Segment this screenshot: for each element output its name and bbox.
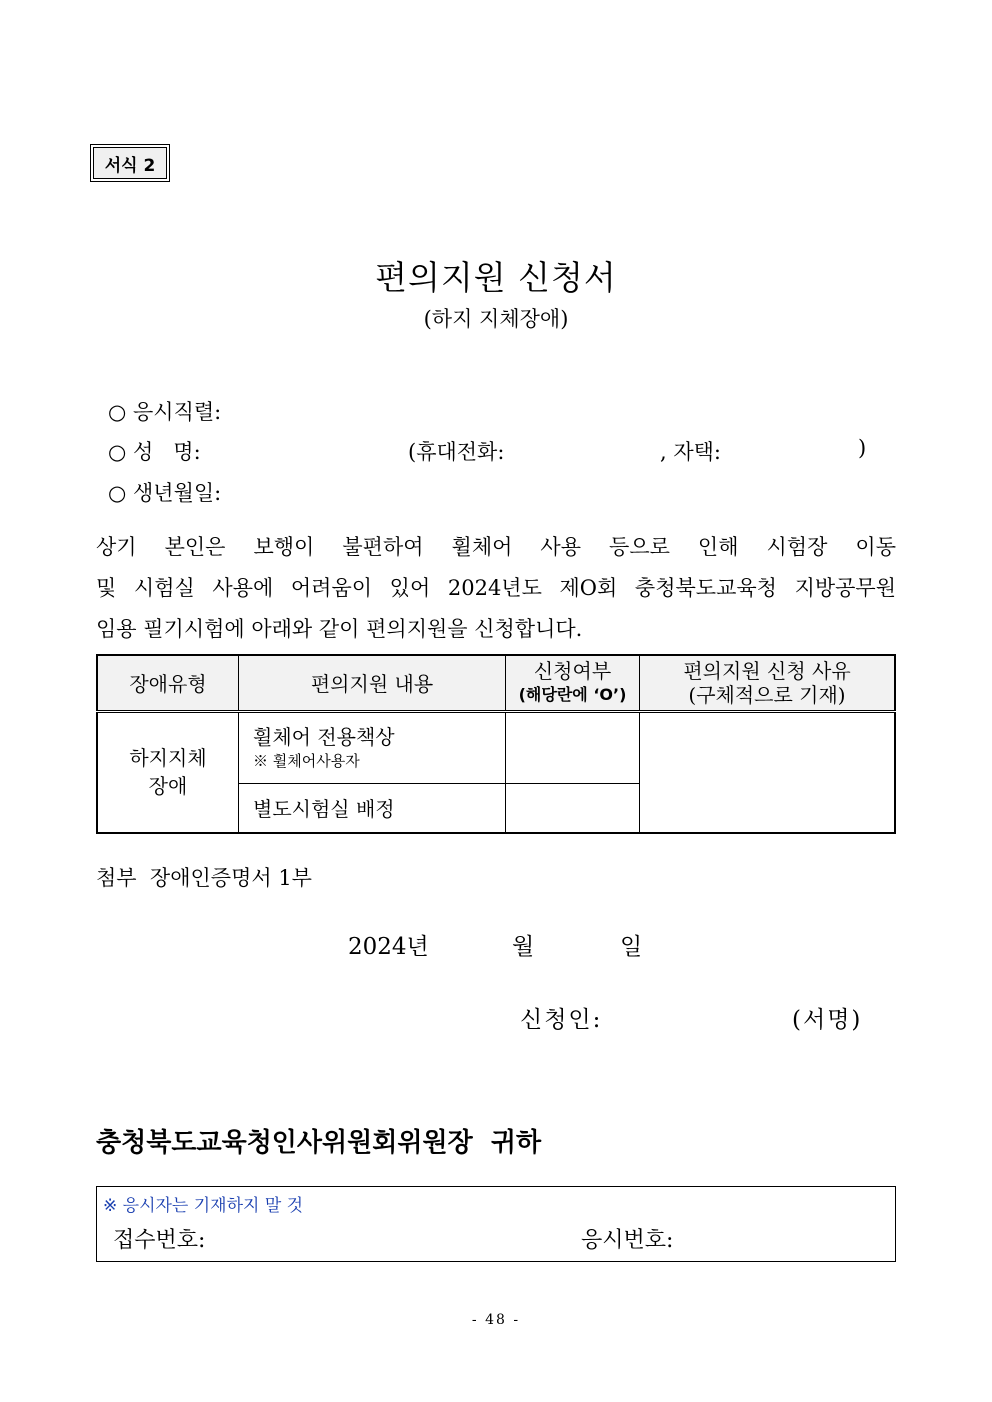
receipt-number-label: 접수번호: xyxy=(113,1228,206,1253)
body-paragraph-line-3: 임용 필기시험에 아래와 같이 편의지원을 신청합니다. xyxy=(96,617,583,641)
document-title: 편의지원 신청서 xyxy=(375,258,617,297)
exam-number-label: 응시번호: xyxy=(581,1228,674,1253)
header-apply xyxy=(506,655,640,711)
applicant-signature: (서명) xyxy=(792,1007,863,1033)
field-home-phone: , 자택: xyxy=(660,440,721,464)
page-number: - 48 - xyxy=(471,1312,521,1328)
field-exam-position: ○ 응시직렬: xyxy=(108,400,222,424)
field-close-paren: ) xyxy=(858,436,867,460)
header-reason-line2: (구체적으로 기재) xyxy=(688,682,846,707)
cell-request-reason[interactable] xyxy=(640,711,896,833)
disability-line2: 장애 xyxy=(148,774,188,799)
cell-disability-type xyxy=(97,711,239,833)
date-year: 2024년 xyxy=(348,934,429,960)
date-month: 월 xyxy=(512,934,535,960)
table-header-row xyxy=(97,655,895,711)
body-paragraph-line-1: 상기 본인은 보행이 불편하여 휠체어 사용 등으로 인해 시험장 이동 xyxy=(96,535,896,559)
header-support-content: 편의지원 내용 xyxy=(239,655,506,711)
cell-support-wheelchair-desk xyxy=(239,711,506,783)
header-apply-line2: (해당란에 ‘O’) xyxy=(518,684,627,704)
cell-apply-separate-room[interactable] xyxy=(506,783,640,833)
cell-support-separate-room: 별도시험실 배정 xyxy=(239,783,506,833)
office-use-note: ※ 응시자는 기재하지 말 것 xyxy=(103,1196,304,1216)
support-request-table xyxy=(96,654,896,834)
attachment-note: 첨부 장애인증명서 1부 xyxy=(96,866,312,890)
form-number-tag: 서식 2 xyxy=(93,147,167,179)
support-item-label: 휠체어 전용책상 xyxy=(253,725,395,749)
field-mobile-phone: (휴대전화: xyxy=(408,440,505,464)
disability-line1: 하지지체 xyxy=(129,746,207,771)
body-paragraph-line-2: 및 시험실 사용에 어려움이 있어 2024년도 제O회 충청북도교육청 지방공무원 xyxy=(96,576,896,600)
document-subtitle: (하지 지체장애) xyxy=(423,307,569,331)
office-use-box xyxy=(96,1186,896,1262)
addressee: 충청북도교육청인사위원회위원장 귀하 xyxy=(96,1128,542,1158)
field-birthdate: ○ 생년월일: xyxy=(108,481,222,505)
support-item-note: ※ 휠체어사용자 xyxy=(253,752,360,770)
header-apply-line1: 신청여부 xyxy=(533,658,612,683)
applicant-label: 신청인: xyxy=(520,1007,603,1033)
date-day: 일 xyxy=(620,934,643,960)
header-reason xyxy=(640,655,896,711)
table-row xyxy=(97,711,895,783)
header-disability-type: 장애유형 xyxy=(97,655,239,711)
cell-apply-wheelchair-desk[interactable] xyxy=(506,711,640,783)
header-reason-line1: 편의지원 신청 사유 xyxy=(683,658,851,683)
field-name: ○ 성 명: xyxy=(108,440,201,464)
